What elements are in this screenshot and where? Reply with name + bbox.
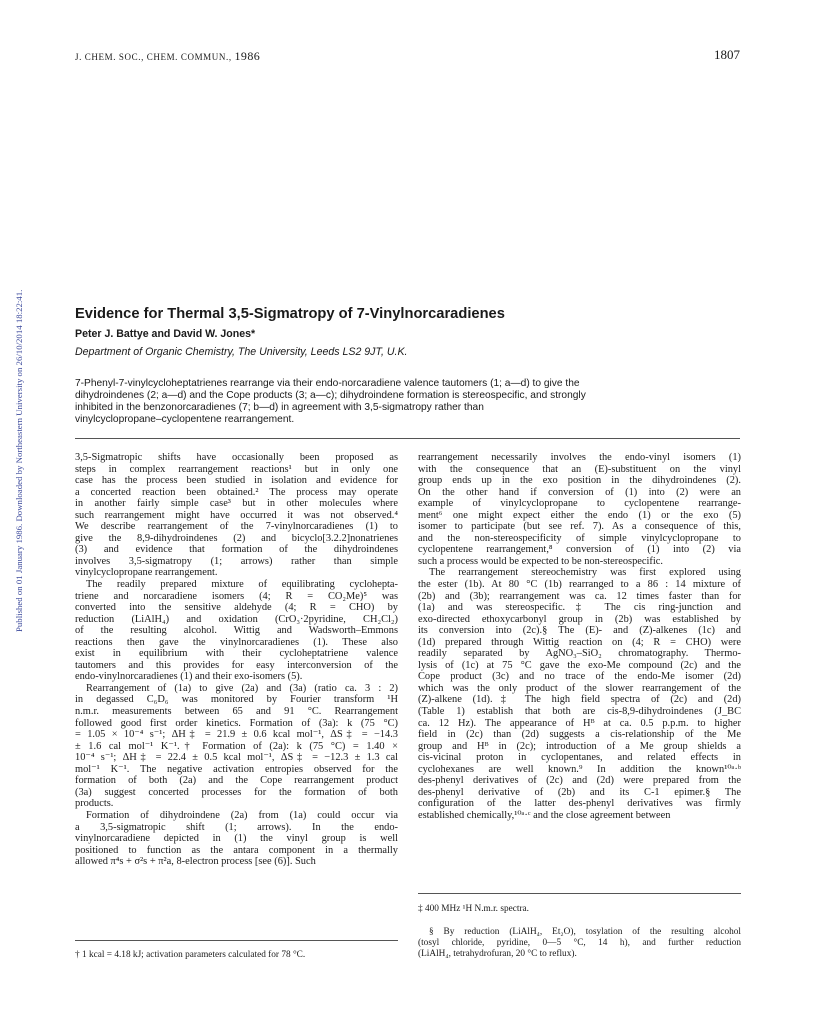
body-line: 10⁻⁴ s⁻¹; ΔH‡ = 22.4 ± 0.5 kcal mol⁻¹, ΔS‡ = −12.3 ± 1.3 cal bbox=[75, 752, 398, 764]
journal-year: 1986 bbox=[234, 49, 261, 63]
body-line: (3) and evidence that formation of the dihydroindenes bbox=[75, 544, 398, 556]
body-line: ca. 12 Hz). The appearance of Hᴮ at ca. 0.5 p.p.m. to higher bbox=[418, 717, 741, 729]
body-line: rearrangement necessarily involves the endo-vinyl isomers (1) bbox=[418, 452, 741, 463]
footnote-double-dagger bbox=[418, 904, 741, 915]
download-notice bbox=[14, 180, 24, 632]
article-title: Evidence for Thermal 3,5-Sigmatropy of 7-Vinylnorcaradienes bbox=[75, 306, 505, 322]
abstract-line: vinylcyclopropane–cyclopentene rearrangement. bbox=[75, 414, 295, 426]
body-line: steps in complex rearrangement reactions¹ but in only one bbox=[75, 463, 398, 475]
body-line: involves 3,5-sigmatropy (1; arrows) rather than simple bbox=[75, 555, 398, 567]
body-line: Rearrangement of (1a) to give (2a) and (3a) (ratio ca. 3 : 2) bbox=[86, 682, 398, 694]
page-number: 1807 bbox=[714, 47, 740, 62]
body-line: products. bbox=[75, 798, 114, 810]
body-line: give the 8,9-dihydroindenes (2) and bicyclo[3.2.2]nonatrienes bbox=[75, 532, 398, 544]
body-line: reduction (LiAlH₄) and oxidation (CrO₃·2pyridine, CH₂Cl₂) bbox=[75, 613, 398, 625]
body-line: in degassed C₆D₆ was monitored by Fourier transform ¹H bbox=[75, 694, 398, 706]
body-line: Cope product (3c) and no trace of the endo-Me isomer (2d) bbox=[418, 671, 741, 683]
body-line: (Z)-alkene (1d).‡ The high field spectra of (2c) and (2d) bbox=[418, 694, 741, 706]
abstract-line: inhibited in the benzonorcaradienes (7; b—d) in agreement with 3,5-sigmatropy rather than bbox=[75, 402, 484, 414]
body-line: cyclopentene rearrangement,⁸ conversion of (1) into (2) via bbox=[418, 544, 741, 556]
body-line: the ester (1b). At 80 °C (1b) rearranged to a 86 : 14 mixture of bbox=[418, 579, 741, 591]
body-line: in another fairly simple case³ but in other molecules where bbox=[75, 498, 398, 510]
body-line: and the non-stereospecificity of simple vinylcyclopropane to bbox=[418, 532, 741, 544]
body-line: (1a) and was stereospecific.‡ The cis ring-junction and bbox=[418, 602, 741, 614]
body-line: = 1.05 × 10⁻⁴ s⁻¹; ΔH‡ = 21.9 ± 0.6 kcal mol⁻¹, ΔS‡ = −14.3 bbox=[75, 729, 398, 741]
body-line: cyclohexanes are well known.⁹ In addition the known¹⁰ᵃ·ᵇ bbox=[418, 763, 741, 775]
body-line: case has the process been studied in isolation and evidence for bbox=[75, 475, 398, 487]
body-line: which was the only product of the slower rearrangement of the bbox=[418, 682, 741, 694]
footnote-divider-left bbox=[75, 940, 398, 941]
body-line: allowed π⁴s + σ²s + π²a, 8-electron process [see (6)]. Such bbox=[75, 856, 316, 868]
download-notice-text: Published on 01 January 1986. Downloaded by Northeastern University on 26/10/2014 18:22:41. bbox=[14, 289, 24, 632]
body-line: such a process would be expected to be non-stereospecific. bbox=[418, 555, 663, 567]
footnote-divider-right bbox=[418, 893, 741, 894]
body-line: The rearrangement stereochemistry was first explored using bbox=[429, 567, 741, 579]
body-line: of the resulting alcohol. Wittig and Wadsworth–Emmons bbox=[75, 625, 398, 637]
body-line: (3a) suggest concerted processes for the formation of both bbox=[75, 786, 398, 798]
body-line: mol⁻¹ K⁻¹. The negative activation entropies observed for the bbox=[75, 763, 398, 775]
body-line: des-phenyl derivative of (2b) and its C-1 epimer.§ The bbox=[418, 786, 741, 798]
body-line: ± 1.6 cal mol⁻¹ K⁻¹.† Formation of (2a): k (75 °C) = 1.40 × bbox=[75, 740, 398, 752]
body-line: formation of both (2a) and the Cope rearrangement product bbox=[75, 775, 398, 787]
footnote-line: ‡ 400 MHz ¹H N.m.r. spectra. bbox=[418, 904, 529, 914]
abstract bbox=[75, 378, 740, 426]
article-affiliation: Department of Organic Chemistry, The University, Leeds LS2 9JT, U.K. bbox=[75, 346, 408, 358]
body-column-right bbox=[418, 452, 741, 822]
body-line: followed good first order kinetics. Formation of (3a): k (75 °C) bbox=[75, 717, 398, 729]
body-line: vinylcyclopropane rearrangement. bbox=[75, 567, 218, 579]
footnote-line: (tosyl chloride, pyridine, 0—5 °C, 14 h), and further reduction bbox=[418, 938, 741, 948]
body-line: (1d) prepared through Wittig reaction on (4; R = CHO) were bbox=[418, 636, 741, 648]
body-line: The readily prepared mixture of equilibrating cyclohepta- bbox=[86, 579, 398, 591]
abstract-divider bbox=[75, 438, 740, 439]
body-line: isomer to participate (but see ref. 7). As a consequence of this, bbox=[418, 521, 741, 533]
body-line: triene and norcaradiene isomers (4; R = CO₂Me)⁵ was bbox=[75, 590, 398, 602]
article-authors: Peter J. Battye and David W. Jones* bbox=[75, 328, 256, 340]
body-line: On the other hand if conversion of (1) into (2) were an bbox=[418, 486, 741, 498]
body-line: positioned to function as the antara component in a thermally bbox=[75, 844, 398, 856]
body-line: readily separated by AgNO₃–SiO₂ chromatography. Thermo- bbox=[418, 648, 741, 660]
body-line: vinylnorcaradiene depicted in (1) the vinyl group is well bbox=[75, 833, 398, 845]
body-line: converted into the sensitive aldehyde (4; R = CHO) by bbox=[75, 602, 398, 614]
body-line: (Table 1) establish that both are cis-8,9-dihydroindenes (J_BC bbox=[418, 706, 741, 718]
footnote-dagger: † 1 kcal = 4.18 kJ; activation parameters calculated for 78 °C. bbox=[75, 950, 306, 960]
footnote-line: § By reduction (LiAlH₄, Et₂O), tosylation of the resulting alcohol bbox=[429, 927, 741, 937]
body-line: exist in equilibrium with their cycloheptatriene valence bbox=[75, 648, 398, 660]
body-line: group and Hᴮ in (2c); introduction of a Me group shields a bbox=[418, 740, 741, 752]
body-line: endo-vinylnorcaradienes (1) and their exo-isomers (5). bbox=[75, 671, 303, 683]
body-line: its conversion into (2c).§ The (E)- and (Z)-alkenes (1c) and bbox=[418, 625, 741, 637]
body-line: with the consequence that an (E)-substituent on the vinyl bbox=[418, 463, 741, 475]
body-line: tautomers and this provides for easy interconversion of the bbox=[75, 659, 398, 671]
body-line: established chemically,¹⁰ᵃ·ᶜ and the close agreement between bbox=[418, 809, 671, 821]
body-line: Formation of dihydroindene (2a) from (1a) could occur via bbox=[86, 809, 398, 821]
running-head bbox=[75, 47, 740, 63]
body-line: We describe rearrangement of the 7-vinylnorcaradienes (1) to bbox=[75, 521, 398, 533]
footnote-section bbox=[418, 927, 741, 960]
body-line: n.m.r. measurements between 65 and 91 °C. Rearrangement bbox=[75, 706, 398, 718]
body-line: cis-vicinal proton in cyclopentanes, and related effects in bbox=[418, 752, 741, 764]
journal-name: J. CHEM. SOC., CHEM. COMMUN., 1986 bbox=[75, 49, 261, 63]
body-line: ment⁶ one might expect either the endo (1) or the exo (5) bbox=[418, 509, 741, 521]
body-line: group ends up in the exo position in the dihydroindenes (2). bbox=[418, 475, 741, 487]
abstract-line: dihydroindenes (2; a—d) and the Cope products (3; a—c); dihydroindene formation is stereospecific, and strongly bbox=[75, 390, 586, 402]
body-line: such rearrangement might have occurred it was not observed.⁴ bbox=[75, 509, 398, 521]
body-line: des-phenyl derivatives of (2c) and (2d) were prepared from the bbox=[418, 775, 741, 787]
abstract-line: 7-Phenyl-7-vinylcycloheptatrienes rearrange via their endo-norcaradiene valence tautomers (1; a—d) to give the bbox=[75, 378, 580, 389]
body-line: lysis of (1c) at 75 °C gave the exo-Me compound (2c) and the bbox=[418, 659, 741, 671]
body-line: a concerted reaction been obtained.² The process may operate bbox=[75, 486, 398, 498]
body-line: field in (2c) than (2d) suggests a cis-relationship of the Me bbox=[418, 729, 741, 741]
body-line: a 3,5-sigmatropic shift (1; arrows). In the endo- bbox=[75, 821, 398, 833]
body-line: 3,5-Sigmatropic shifts have occasionally been proposed as bbox=[75, 452, 398, 463]
body-line: example of vinylcyclopropane to cyclopentene rearrange- bbox=[418, 498, 741, 510]
footnote-line: (LiAlH₄, tetrahydrofuran, 20 °C to reflux). bbox=[418, 949, 577, 959]
body-line: configuration of the latter des-phenyl derivatives was firmly bbox=[418, 798, 741, 810]
body-line: exo-directed ethoxycarbonyl group in (2b) was established by bbox=[418, 613, 741, 625]
body-line: reactions then gave the vinylnorcaradienes (1). These also bbox=[75, 636, 398, 648]
body-column-left bbox=[75, 452, 398, 868]
body-line: (2b) and (3b); rearrangement was ca. 12 times faster than for bbox=[418, 590, 741, 602]
